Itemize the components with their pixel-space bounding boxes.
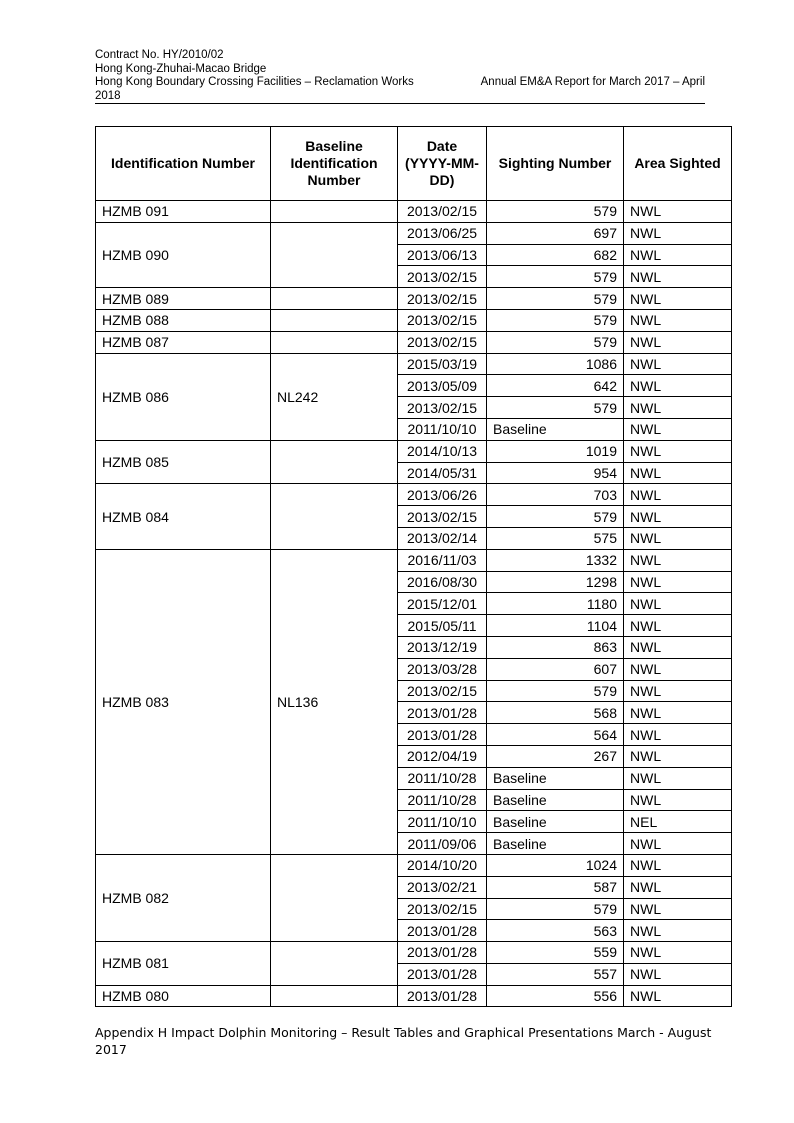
- date-cell: 2013/01/28: [398, 920, 487, 942]
- area-sighted-cell: NWL: [624, 549, 732, 571]
- baseline-id-cell: [271, 985, 398, 1007]
- sighting-number-cell: 557: [487, 963, 624, 985]
- date-cell: 2011/09/06: [398, 833, 487, 855]
- date-cell: 2013/02/15: [398, 898, 487, 920]
- date-cell: 2013/12/19: [398, 636, 487, 658]
- sighting-number-cell: 1298: [487, 571, 624, 593]
- area-sighted-cell: NWL: [624, 724, 732, 746]
- date-cell: 2013/03/28: [398, 658, 487, 680]
- column-header: Sighting Number: [487, 127, 624, 201]
- date-cell: 2011/10/10: [398, 418, 487, 440]
- baseline-id-cell: [271, 222, 398, 287]
- area-sighted-cell: NEL: [624, 811, 732, 833]
- sighting-number-cell: 1019: [487, 440, 624, 462]
- date-cell: 2013/02/14: [398, 527, 487, 549]
- area-sighted-cell: NWL: [624, 571, 732, 593]
- sighting-number-cell: 1086: [487, 353, 624, 375]
- date-cell: 2015/05/11: [398, 615, 487, 637]
- identification-number-cell: HZMB 083: [96, 549, 271, 854]
- identification-number-cell: HZMB 091: [96, 201, 271, 223]
- date-cell: 2013/01/28: [398, 724, 487, 746]
- area-sighted-cell: NWL: [624, 789, 732, 811]
- date-cell: 2013/02/15: [398, 331, 487, 353]
- area-sighted-cell: NWL: [624, 331, 732, 353]
- area-sighted-cell: NWL: [624, 527, 732, 549]
- table-row: [96, 353, 732, 375]
- sighting-number-cell: Baseline: [487, 767, 624, 789]
- area-sighted-cell: NWL: [624, 309, 732, 331]
- sighting-number-cell: 682: [487, 244, 624, 266]
- area-sighted-cell: NWL: [624, 963, 732, 985]
- sighting-number-cell: 579: [487, 201, 624, 223]
- identification-number-cell: HZMB 084: [96, 484, 271, 549]
- sighting-number-cell: Baseline: [487, 833, 624, 855]
- area-sighted-cell: NWL: [624, 288, 732, 310]
- table-row: [96, 985, 732, 1007]
- area-sighted-cell: NWL: [624, 418, 732, 440]
- identification-number-cell: HZMB 082: [96, 854, 271, 941]
- date-cell: 2013/01/28: [398, 985, 487, 1007]
- date-cell: 2015/03/19: [398, 353, 487, 375]
- sighting-number-cell: 1332: [487, 549, 624, 571]
- date-cell: 2013/01/28: [398, 963, 487, 985]
- baseline-id-cell: [271, 309, 398, 331]
- sighting-number-cell: 579: [487, 309, 624, 331]
- sighting-results-table: [95, 126, 732, 1007]
- table-row: [96, 942, 732, 964]
- sighting-number-cell: 556: [487, 985, 624, 1007]
- sighting-number-cell: 579: [487, 288, 624, 310]
- area-sighted-cell: NWL: [624, 353, 732, 375]
- sighting-number-cell: Baseline: [487, 418, 624, 440]
- baseline-id-cell: [271, 288, 398, 310]
- sighting-number-cell: 568: [487, 702, 624, 724]
- table-row: [96, 484, 732, 506]
- area-sighted-cell: NWL: [624, 222, 732, 244]
- date-cell: 2013/02/15: [398, 680, 487, 702]
- date-cell: 2013/02/15: [398, 288, 487, 310]
- area-sighted-cell: NWL: [624, 593, 732, 615]
- date-cell: 2013/01/28: [398, 942, 487, 964]
- baseline-id-cell: [271, 201, 398, 223]
- date-cell: 2013/02/15: [398, 201, 487, 223]
- date-cell: 2013/06/25: [398, 222, 487, 244]
- date-cell: 2015/12/01: [398, 593, 487, 615]
- date-cell: 2013/05/09: [398, 375, 487, 397]
- sighting-number-cell: 579: [487, 331, 624, 353]
- date-cell: 2014/05/31: [398, 462, 487, 484]
- area-sighted-cell: NWL: [624, 854, 732, 876]
- identification-number-cell: HZMB 087: [96, 331, 271, 353]
- date-cell: 2011/10/10: [398, 811, 487, 833]
- sighting-number-cell: 579: [487, 898, 624, 920]
- area-sighted-cell: NWL: [624, 375, 732, 397]
- date-cell: 2016/08/30: [398, 571, 487, 593]
- area-sighted-cell: NWL: [624, 397, 732, 419]
- area-sighted-cell: NWL: [624, 201, 732, 223]
- area-sighted-cell: NWL: [624, 462, 732, 484]
- table-row: [96, 288, 732, 310]
- area-sighted-cell: NWL: [624, 440, 732, 462]
- date-cell: 2013/02/15: [398, 309, 487, 331]
- date-cell: 2014/10/13: [398, 440, 487, 462]
- area-sighted-cell: NWL: [624, 615, 732, 637]
- area-sighted-cell: NWL: [624, 266, 732, 288]
- area-sighted-cell: NWL: [624, 876, 732, 898]
- sighting-number-cell: 579: [487, 680, 624, 702]
- project-name: Hong Kong-Zhuhai-Macao Bridge: [95, 62, 267, 75]
- baseline-id-cell: [271, 440, 398, 484]
- sighting-number-cell: Baseline: [487, 811, 624, 833]
- identification-number-cell: HZMB 080: [96, 985, 271, 1007]
- page-header: [95, 49, 705, 103]
- baseline-id-cell: [271, 942, 398, 986]
- baseline-id-cell: [271, 331, 398, 353]
- date-cell: 2013/02/15: [398, 397, 487, 419]
- facility-name: Hong Kong Boundary Crossing Facilities – Reclamation Works: [95, 76, 414, 88]
- date-cell: 2013/01/28: [398, 702, 487, 724]
- date-cell: 2013/06/26: [398, 484, 487, 506]
- column-header: Identification Number: [96, 127, 271, 201]
- sighting-number-cell: 642: [487, 375, 624, 397]
- column-header: Area Sighted: [624, 127, 732, 201]
- baseline-id-cell: NL136: [271, 549, 398, 854]
- sighting-number-cell: 267: [487, 745, 624, 767]
- sighting-number-cell: 563: [487, 920, 624, 942]
- area-sighted-cell: NWL: [624, 920, 732, 942]
- area-sighted-cell: NWL: [624, 636, 732, 658]
- date-cell: 2013/02/15: [398, 266, 487, 288]
- sighting-number-cell: 579: [487, 397, 624, 419]
- sighting-number-cell: 587: [487, 876, 624, 898]
- header-divider: [95, 103, 705, 104]
- identification-number-cell: HZMB 085: [96, 440, 271, 484]
- date-cell: 2014/10/20: [398, 854, 487, 876]
- sighting-number-cell: 607: [487, 658, 624, 680]
- date-cell: 2012/04/19: [398, 745, 487, 767]
- table-row: [96, 201, 732, 223]
- date-cell: 2011/10/28: [398, 789, 487, 811]
- sighting-number-cell: 579: [487, 266, 624, 288]
- area-sighted-cell: NWL: [624, 680, 732, 702]
- identification-number-cell: HZMB 089: [96, 288, 271, 310]
- header-row: [95, 76, 705, 90]
- sighting-number-cell: 863: [487, 636, 624, 658]
- baseline-id-cell: [271, 484, 398, 549]
- baseline-id-cell: NL242: [271, 353, 398, 440]
- table-row: [96, 309, 732, 331]
- table-row: [96, 222, 732, 244]
- identification-number-cell: HZMB 088: [96, 309, 271, 331]
- report-year: 2018: [95, 89, 121, 102]
- area-sighted-cell: NWL: [624, 942, 732, 964]
- report-title: Annual EM&A Report for March 2017 – April: [480, 76, 705, 88]
- table-row: [96, 331, 732, 353]
- area-sighted-cell: NWL: [624, 745, 732, 767]
- sighting-number-cell: 1024: [487, 854, 624, 876]
- baseline-id-cell: [271, 854, 398, 941]
- page-footer: Appendix H Impact Dolphin Monitoring – Result Tables and Graphical Presentations March - August 2017: [95, 1025, 712, 1057]
- identification-number-cell: HZMB 090: [96, 222, 271, 287]
- area-sighted-cell: NWL: [624, 244, 732, 266]
- sighting-number-cell: 1180: [487, 593, 624, 615]
- identification-number-cell: HZMB 086: [96, 353, 271, 440]
- date-cell: 2013/06/13: [398, 244, 487, 266]
- area-sighted-cell: NWL: [624, 898, 732, 920]
- sighting-number-cell: 575: [487, 527, 624, 549]
- column-header: Date (YYYY-MM-DD): [398, 127, 487, 201]
- sighting-number-cell: 564: [487, 724, 624, 746]
- identification-number-cell: HZMB 081: [96, 942, 271, 986]
- area-sighted-cell: NWL: [624, 658, 732, 680]
- area-sighted-cell: NWL: [624, 506, 732, 528]
- area-sighted-cell: NWL: [624, 985, 732, 1007]
- area-sighted-cell: NWL: [624, 484, 732, 506]
- column-header: Baseline Identification Number: [271, 127, 398, 201]
- table-row: [96, 440, 732, 462]
- date-cell: 2011/10/28: [398, 767, 487, 789]
- contract-number: Contract No. HY/2010/02: [95, 49, 224, 61]
- sighting-number-cell: Baseline: [487, 789, 624, 811]
- sighting-number-cell: 703: [487, 484, 624, 506]
- sighting-number-cell: 559: [487, 942, 624, 964]
- sighting-number-cell: 954: [487, 462, 624, 484]
- table-body: [96, 201, 732, 1007]
- table-row: [96, 549, 732, 571]
- area-sighted-cell: NWL: [624, 833, 732, 855]
- sighting-number-cell: 697: [487, 222, 624, 244]
- table-row: [96, 854, 732, 876]
- sighting-number-cell: 579: [487, 506, 624, 528]
- date-cell: 2013/02/21: [398, 876, 487, 898]
- area-sighted-cell: NWL: [624, 767, 732, 789]
- date-cell: 2016/11/03: [398, 549, 487, 571]
- area-sighted-cell: NWL: [624, 702, 732, 724]
- date-cell: 2013/02/15: [398, 506, 487, 528]
- table-header-row: [96, 127, 732, 201]
- sighting-number-cell: 1104: [487, 615, 624, 637]
